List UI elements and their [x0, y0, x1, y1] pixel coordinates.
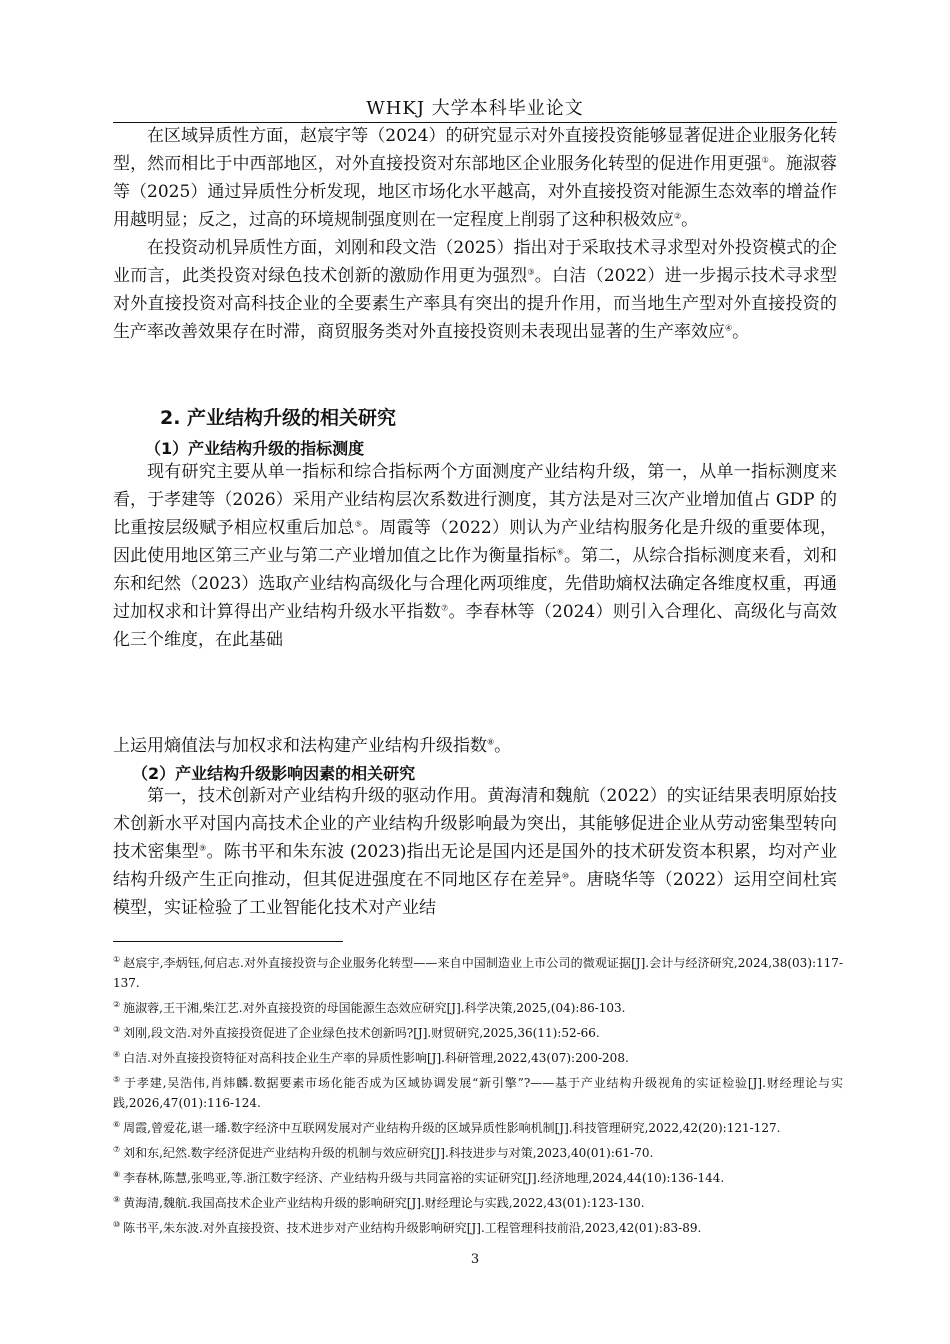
footnote-item: ⑨ 黄海清,魏航.我国高技术企业产业结构升级的影响研究[J].财经理论与实践,2022,43(01):123-130. — [113, 1195, 645, 1210]
footnote-item: ⑤ 于孝建,吴浩伟,肖炜麟.数据要素市场化能否成为区域协调发展“新引擎”?——基于产业结构升级视角的实证检验[J].财经理论与实践,2026,47(01):116-124. — [113, 1075, 844, 1110]
footnote-ref-7[interactable]: ⑦ — [441, 603, 449, 613]
footnote-item: ⑦ 刘和东,纪然.数字经济促进产业结构升级的机制与效应研究[J].科技进步与对策,2023,40(01):61-70. — [113, 1145, 654, 1160]
footnote-item: ⑧ 李春林,陈慧,张鸣亚,等.浙江数字经济、产业结构升级与共同富裕的实证研究[J].经济地理,2024,44(10):136-144. — [113, 1170, 725, 1185]
footnote-item: ⑥ 周霞,曾爱花,谌一璠.数字经济中互联网发展对产业结构升级的区域异质性影响机制[J].科技管理研究,2022,42(20):121-127. — [113, 1120, 781, 1135]
footnote-ref-2[interactable]: ② — [674, 211, 682, 221]
footnote-item: ② 施淑蓉,王干湘,柴江艺.对外直接投资的母国能源生态效应研究[J].科学决策,2025,(04):86-103. — [113, 1000, 626, 1015]
paragraph-investment-motive: 在投资动机异质性方面，刘刚和段文浩（2025）指出对于采取技术寻求型对外投资模式的企业而言，此类投资对绿色技术创新的激励作用更为强烈③。白洁（2022）进一步揭示技术寻求型对外直接投资对高科技企业的全要素生产率具有突出的提升作用，而当地生产型对外直接投资的生产率改善效果存在时滞，商贸服务类对外直接投资则未表现出显著的生产率效应④。 — [113, 238, 838, 342]
footnote-ref-1[interactable]: ① — [761, 155, 769, 165]
footnote-ref-8[interactable]: ⑧ — [487, 737, 495, 747]
footnote-ref-5[interactable]: ⑤ — [354, 519, 363, 529]
subsection-heading-2: （2）产业结构升级影响因素的相关研究 — [132, 764, 416, 783]
footnote-item: ⑩ 陈书平,朱东波.对外直接投资、技术进步对产业结构升级影响研究[J].工程管理科技前沿,2023,42(01):83-89. — [113, 1220, 702, 1235]
footnote-ref-3[interactable]: ③ — [527, 267, 535, 277]
footnote-item: ① 赵宸宇,李炳钰,何启志.对外直接投资与企业服务化转型——来自中国制造业上市公司的微观证据[J].会计与经济研究,2024,38(03):117-137. — [113, 955, 843, 990]
section-heading: 2. 产业结构升级的相关研究 — [160, 407, 397, 429]
footnote-item: ③ 刘刚,段文浩.对外直接投资促进了企业绿色技术创新吗?[J].财贸研究,2025,36(11):52-66. — [113, 1025, 600, 1040]
paragraph-indicator-measurement: 现有研究主要从单一指标和综合指标两个方面测度产业结构升级，第一，从单一指标测度来看，于孝建等（2026）采用产业结构层次系数进行测度，其方法是对三次产业增加值占 GDP 的比重按层级赋予相应权重后加总⑤。周霞等（2022）则认为产业结构服务化是升级的重要体现，因此使用地区第三产业与第二产业增加值之比作为衡量指标⑥。第二，从综合指标测度来看，刘和东和纪然（2023）选取产业结构高级化与合理化两项维度，先借助熵权法确定各维度权重，再通过加权求和计算得出产业结构升级水平指数⑦。李春林等（2024）则引入合理化、高级化与高效化三个维度，在此基础 — [113, 462, 838, 650]
footnote-ref-6[interactable]: ⑥ — [556, 547, 564, 557]
footnote-ref-9[interactable]: ⑨ — [199, 843, 207, 853]
paragraph-regional-heterogeneity: 在区域异质性方面，赵宸宇等（2024）的研究显示对外直接投资能够显著促进企业服务化转型，然而相比于中西部地区，对外直接投资对东部地区企业服务化转型的促进作用更强①。施淑蓉等（2025）通过异质性分析发现，地区市场化水平越高，对外直接投资对能源生态效率的增益作用越明显；反之，过高的环境规制强度则在一定程度上削弱了这种积极效应②。 — [113, 126, 838, 230]
footnote-item: ④ 白洁.对外直接投资特征对高科技企业生产率的异质性影响[J].科研管理,2022,43(07):200-208. — [113, 1050, 629, 1065]
subsection-heading-1: （1）产业结构升级的指标测度 — [145, 439, 365, 458]
footnote-ref-10[interactable]: ⑩ — [561, 871, 570, 881]
paragraph-continuation: 上运用熵值法与加权求和法构建产业结构升级指数⑧。 — [113, 736, 512, 756]
footnote-separator — [113, 941, 343, 942]
paragraph-influencing-factors: 第一，技术创新对产业结构升级的驱动作用。黄海清和魏航（2022）的实证结果表明原始技术创新水平对国内高技术企业的产业结构升级影响最为突出，其能够促进企业从劳动密集型转向技术密集型⑨。陈书平和朱东波 (2023)指出无论是国内还是国外的技术研发资本积累，均对产业结构升级产生正向推动，但其促进强度在不同地区存在差异⑩。唐晓华等（2022）运用空间杜宾模型，实证检验了工业智能化技术对产业结 — [113, 786, 838, 918]
page-number: 3 — [470, 1252, 480, 1267]
top-paragraphs — [113, 122, 837, 346]
page-header: WHKJ 大学本科毕业论文 — [366, 98, 584, 119]
footnotes — [113, 950, 843, 1240]
footnote-ref-4[interactable]: ④ — [725, 323, 733, 333]
